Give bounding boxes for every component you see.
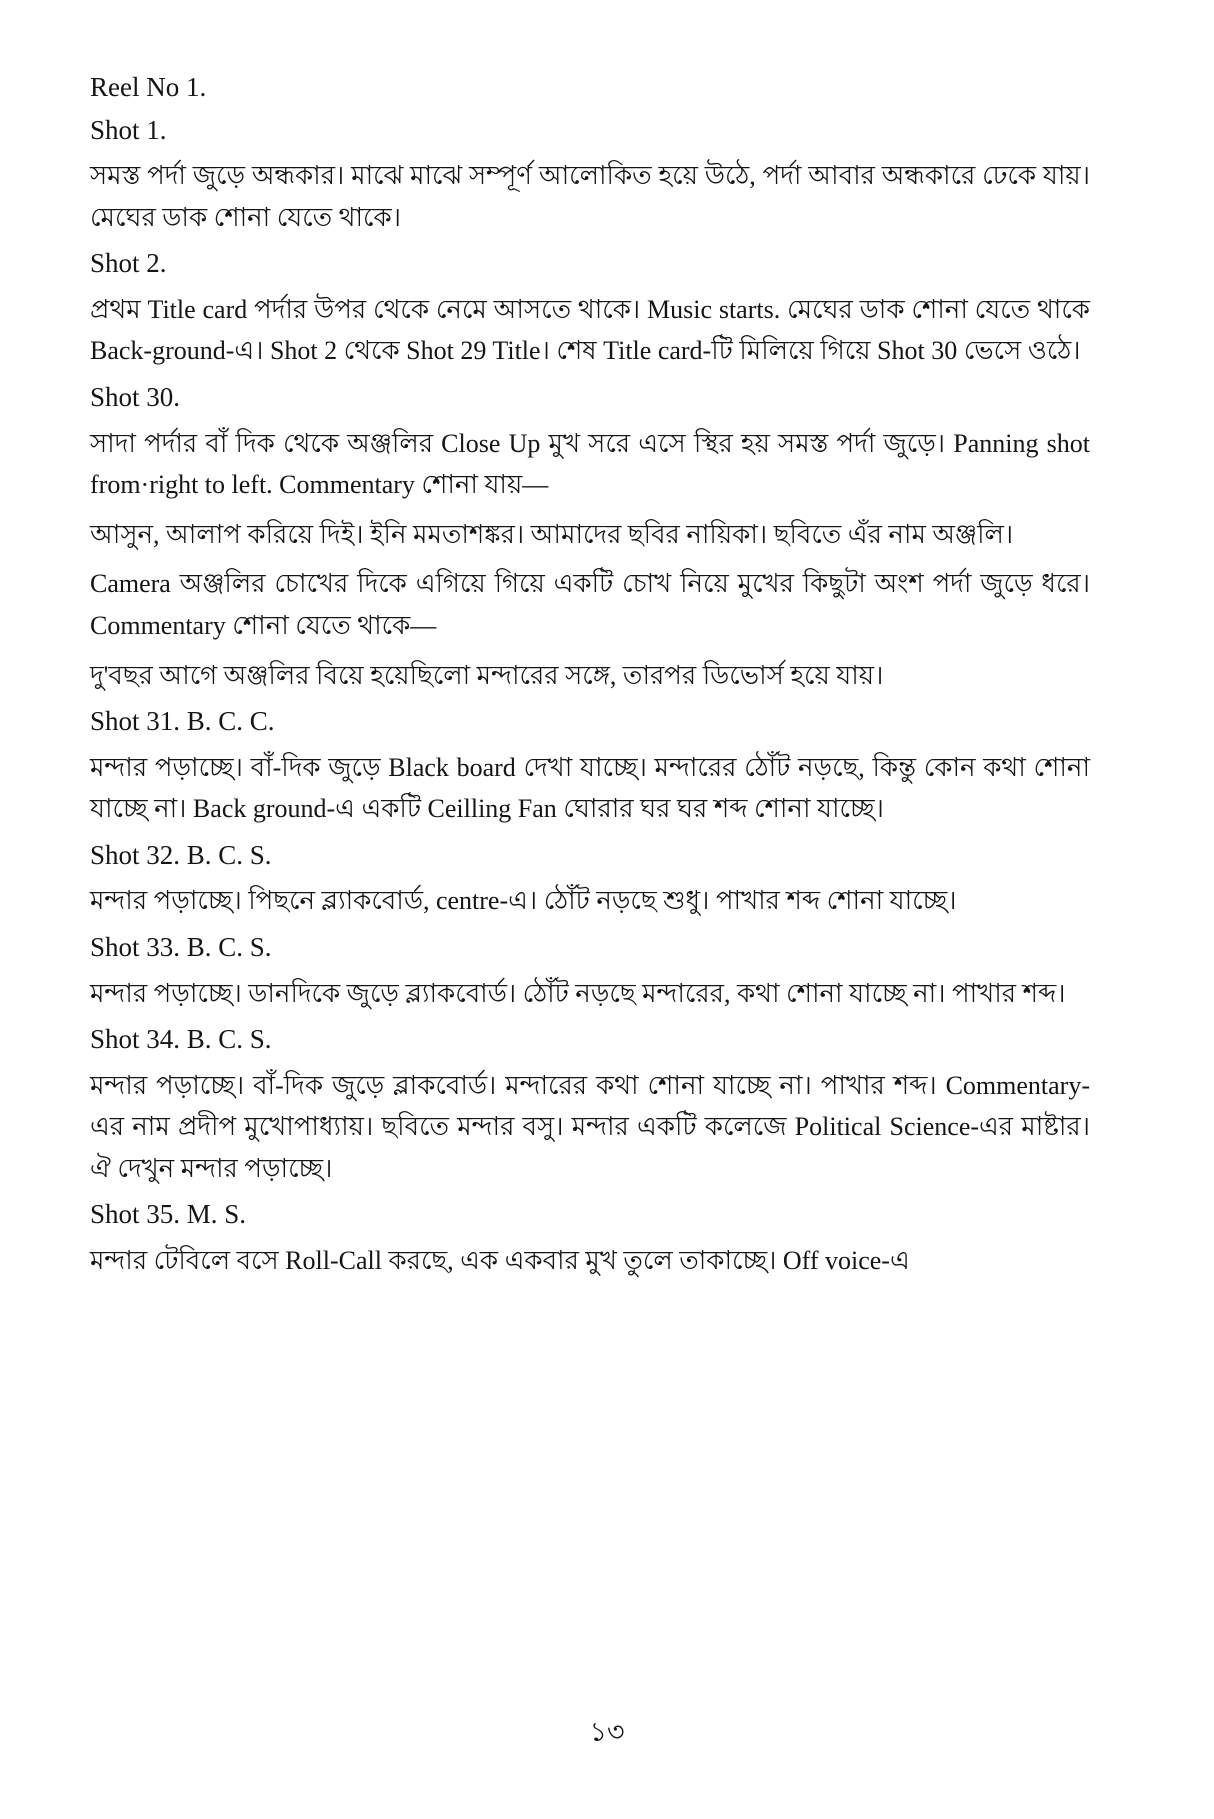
shot-description: মন্দার পড়াচ্ছে। ডানদিকে জুড়ে ব্ল্যাকবোর্ড। ঠোঁট নড়ছে মন্দারের, কথা শোনা যাচ্ছে না। পাখার শব্দ। <box>90 978 1066 1008</box>
shot-heading: Shot 30. <box>90 382 181 413</box>
commentary-text: দু'বছর আগে অঞ্জলির বিয়ে হয়েছিলো মন্দারের সঙ্গে, তারপর ডিভোর্স হয়ে যায়। <box>90 660 884 690</box>
shot-description: মন্দার টেবিলে বসে Roll-Call করছে, এক একবার মুখ তুলে তাকাচ্ছে। Off voice-এ <box>90 1246 910 1276</box>
shot-heading: Shot 33. B. C. S. <box>90 932 272 962</box>
shot-heading: Shot 1. <box>90 114 167 145</box>
shot-heading: Shot 2. <box>90 248 167 279</box>
shot-heading: Shot 35. M. S. <box>90 1199 247 1230</box>
shot-heading: Shot 31. B. C. C. <box>90 706 275 737</box>
shot-description: প্রথম Title card পর্দার উপর থেকে নেমে আসতে থাকে। Music starts. মেঘের ডাক শোনা যেতে থাকে Back-ground-এ। Shot 2 থেকে Shot 29 Title। শেষ Title card-টি মিলিয়ে গিয়ে Shot 30 ভেসে ওঠে। <box>90 294 1090 366</box>
script-page <box>90 70 1090 1290</box>
shot-heading: Shot 34. B. C. S. <box>90 1024 272 1055</box>
shot-description: সাদা পর্দার বাঁ দিক থেকে অঞ্জলির Close Up মুখ সরে এসে স্থির হয় সমস্ত পর্দা জুড়ে। Panning shot from·right to left. Commentary শোনা যায়— <box>90 428 1090 500</box>
shot-description: মন্দার পড়াচ্ছে। বাঁ-দিক জুড়ে Black board দেখা যাচ্ছে। মন্দারের ঠোঁট নড়ছে, কিন্তু কোন কথা শোনা যাচ্ছে না। Back ground-এ একটি Ceilling Fan ঘোরার ঘর ঘর শব্দ শোনা যাচ্ছে। <box>90 752 1090 824</box>
shot-heading: Shot 32. B. C. S. <box>90 839 272 870</box>
shot-description: মন্দার পড়াচ্ছে। বাঁ-দিক জুড়ে ব্লাকবোর্ড। মন্দারের কথা শোনা যাচ্ছে না। পাখার শব্দ। Commentary-এর নাম প্রদীপ মুখোপাধ্যায়। ছবিতে মন্দার বসু। মন্দার একটি কলেজে Political Science-এর মাষ্টার। ঐ দেখুন মন্দার পড়াচ্ছে। <box>90 1070 1090 1183</box>
reel-heading: Reel No 1. <box>90 72 207 102</box>
shot-description: মন্দার পড়াচ্ছে। পিছনে ব্ল্যাকবোর্ড, centre-এ। ঠোঁট নড়ছে শুধু। পাখার শব্দ শোনা যাচ্ছে। <box>90 886 957 916</box>
shot-description: Camera অঞ্জলির চোখের দিকে এগিয়ে গিয়ে একটি চোখ নিয়ে মুখের কিছুটা অংশ পর্দা জুড়ে ধরে। Commentary শোনা যেতে থাকে— <box>90 569 1090 640</box>
shot-description: সমস্ত পর্দা জুড়ে অন্ধকার। মাঝে মাঝে সম্পূর্ণ আলোকিত হয়ে উঠে, পর্দা আবার অন্ধকারে ঢেকে যায়। মেঘের ডাক শোনা যেতে থাকে। <box>90 161 1090 232</box>
page-number: ১৩ <box>589 1717 625 1747</box>
commentary-text: আসুন, আলাপ করিয়ে দিই। ইনি মমতাশঙ্কর। আমাদের ছবির নায়িকা। ছবিতে এঁর নাম অঞ্জলি। <box>90 519 1014 549</box>
